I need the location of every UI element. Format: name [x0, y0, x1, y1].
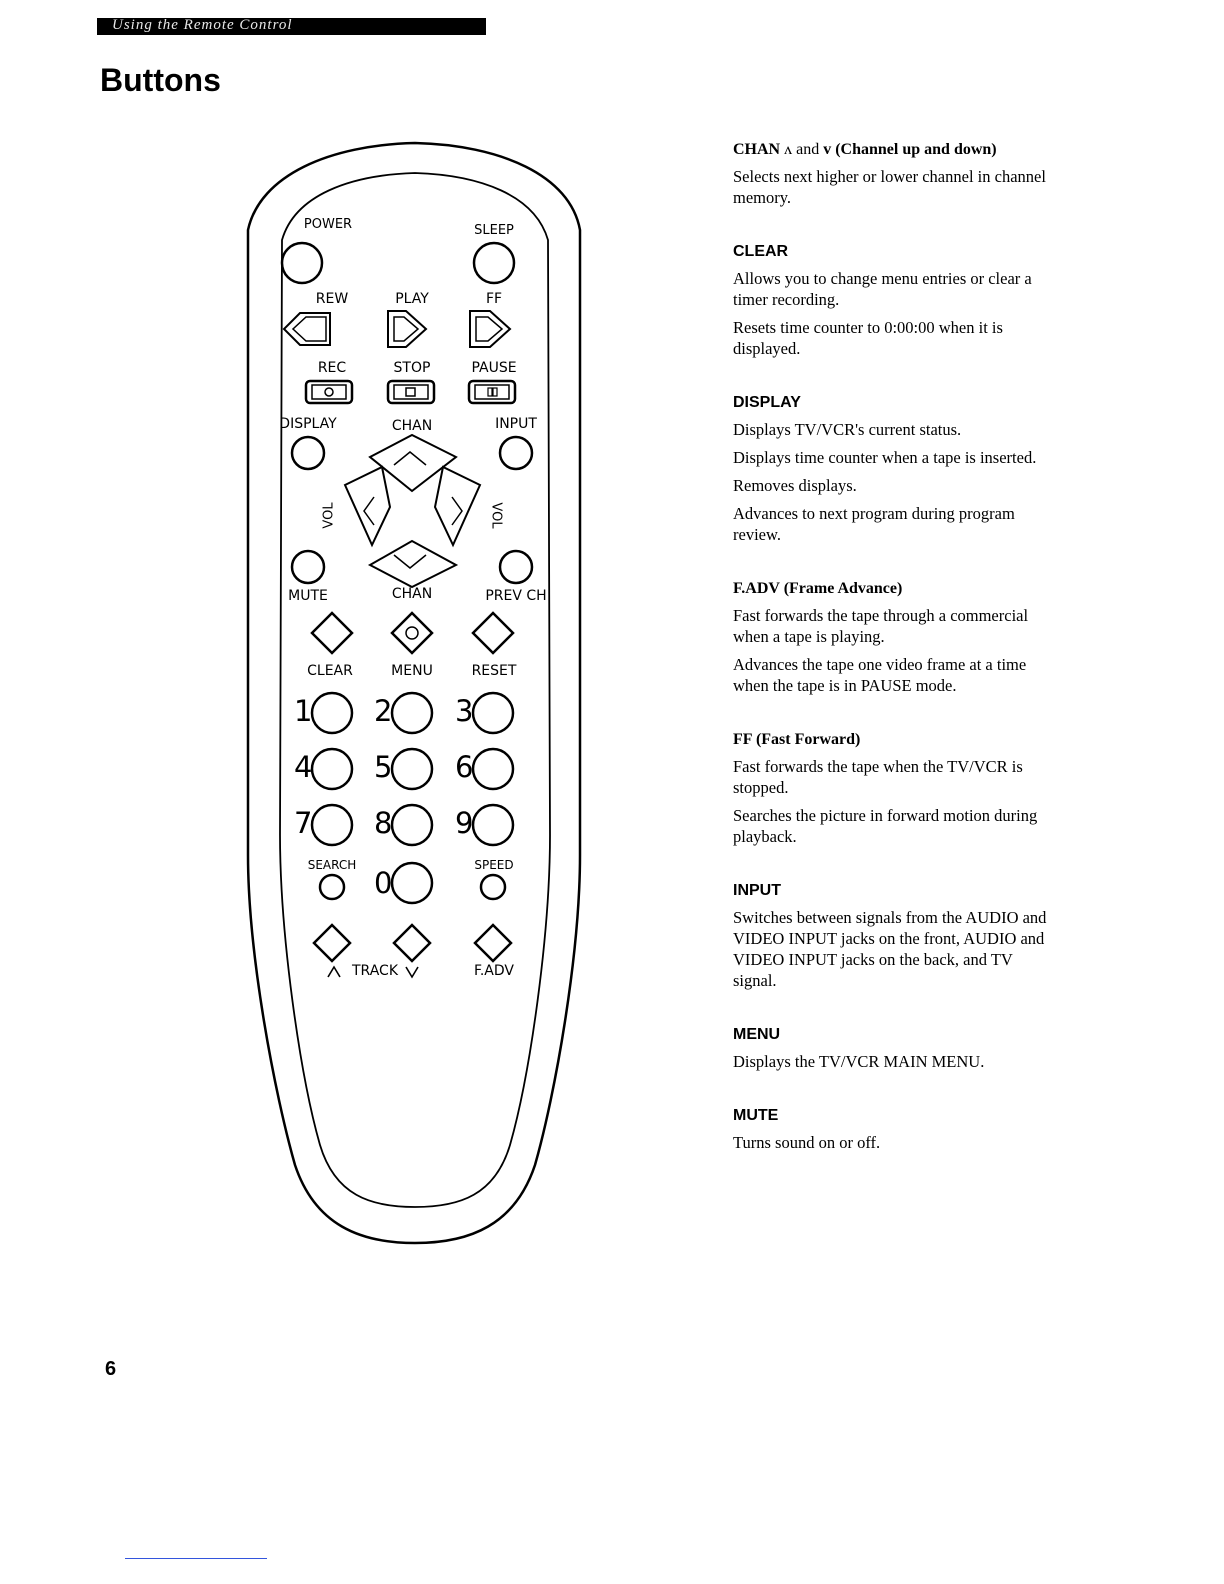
entry-paragraph: Switches between signals from the AUDIO and VIDEO INPUT jacks on the front, AUDIO and VIDEO INPUT jacks on the back, and TV signal. — [733, 908, 1047, 990]
entry-title-rest: (Frame Advance) — [779, 580, 903, 597]
rew-label: REW — [315, 291, 349, 307]
digit-6: 6 — [455, 750, 474, 784]
entry-paragraph: Fast forwards the tape when the TV/VCR is stopped. — [733, 757, 1023, 797]
entry-paragraph: Turns sound on or off. — [733, 1133, 881, 1152]
entry-paragraph: Removes displays. — [733, 476, 857, 495]
entry-paragraph: Searches the picture in forward motion during playback. — [733, 806, 1038, 846]
reset-label: RESET — [471, 663, 517, 679]
entry-input — [733, 881, 1053, 991]
entry-title: INPUT — [733, 882, 781, 899]
page-title: Buttons — [100, 62, 221, 98]
entry-title — [733, 140, 1053, 160]
remote-control-illustration — [240, 135, 590, 1255]
digit-7: 7 — [294, 806, 313, 840]
digit-0: 0 — [374, 866, 393, 900]
entry-title: MUTE — [733, 1107, 779, 1124]
play-label: PLAY — [395, 291, 429, 307]
entry-title-rest: (Channel up and down) — [831, 141, 997, 158]
entry-title — [733, 730, 1053, 750]
footer-rule — [125, 1558, 267, 1559]
entry-title-and: and — [792, 141, 824, 158]
digit-3: 3 — [455, 694, 474, 728]
entry-paragraph: Advances the tape one video frame at a time when the tape is in PAUSE mode. — [733, 655, 1027, 695]
chan-down-label: CHAN — [391, 586, 433, 602]
entry-mute — [733, 1106, 1053, 1153]
entry-title-main: F.ADV — [733, 580, 780, 597]
mute-label: MUTE — [288, 588, 328, 604]
fadv-label: F.ADV — [474, 963, 514, 979]
menu-label: MENU — [391, 663, 433, 679]
button-descriptions — [733, 140, 1053, 1181]
entry-paragraph: Displays time counter when a tape is inserted. — [733, 448, 1037, 467]
page-number: 6 — [105, 1358, 117, 1380]
input-label: INPUT — [495, 416, 537, 432]
rec-label: REC — [317, 360, 347, 376]
speed-label: SPEED — [474, 858, 514, 872]
vol-up-label: VOL — [488, 502, 504, 529]
entry-paragraph: Allows you to change menu entries or clear a timer recording. — [733, 269, 1032, 309]
entry-paragraph: Fast forwards the tape through a commercial when a tape is playing. — [733, 606, 1029, 646]
track-label: TRACK — [352, 963, 398, 979]
prev-ch-label: PREV CH — [485, 588, 547, 604]
running-title: Using the Remote Control — [112, 17, 293, 33]
entry-clear — [733, 242, 1053, 359]
entry-title-main: CHAN — [733, 141, 781, 158]
entry-fadv — [733, 579, 1053, 696]
display-label: DISPLAY — [279, 416, 337, 432]
chan-up-symbol: ʌ — [784, 141, 793, 158]
digit-2: 2 — [374, 694, 393, 728]
entry-paragraph: Displays TV/VCR's current status. — [733, 420, 962, 439]
entry-display — [733, 393, 1053, 545]
entry-title: MENU — [733, 1026, 781, 1043]
entry-title: CLEAR — [733, 243, 789, 260]
pause-label: PAUSE — [471, 360, 517, 376]
ff-label: FF — [485, 291, 503, 307]
vol-down-label: VOL — [321, 502, 337, 529]
entry-title: DISPLAY — [733, 394, 801, 411]
entry-paragraph: Displays the TV/VCR MAIN MENU. — [733, 1052, 985, 1071]
clear-label: CLEAR — [307, 663, 353, 679]
chan-up-label: CHAN — [391, 418, 433, 434]
digit-8: 8 — [374, 806, 393, 840]
entry-chan — [733, 140, 1053, 208]
entry-title-main: FF — [733, 731, 752, 748]
entry-title-rest: (Fast Forward) — [751, 731, 861, 748]
digit-5: 5 — [374, 750, 393, 784]
entry-ff — [733, 730, 1053, 847]
search-label: SEARCH — [307, 858, 357, 872]
entry-paragraph: Selects next higher or lower channel in channel memory. — [733, 167, 1046, 207]
stop-label: STOP — [393, 360, 431, 376]
digit-9: 9 — [455, 806, 474, 840]
sleep-label: SLEEP — [474, 223, 514, 238]
digit-1: 1 — [294, 694, 313, 728]
chan-down-symbol: v — [823, 141, 832, 158]
entry-paragraph: Advances to next program during program review. — [733, 504, 1015, 544]
digit-4: 4 — [294, 750, 313, 784]
entry-paragraph: Resets time counter to 0:00:00 when it is displayed. — [733, 318, 1003, 358]
power-label: POWER — [303, 217, 353, 232]
entry-menu — [733, 1025, 1053, 1072]
entry-title — [733, 579, 1053, 599]
